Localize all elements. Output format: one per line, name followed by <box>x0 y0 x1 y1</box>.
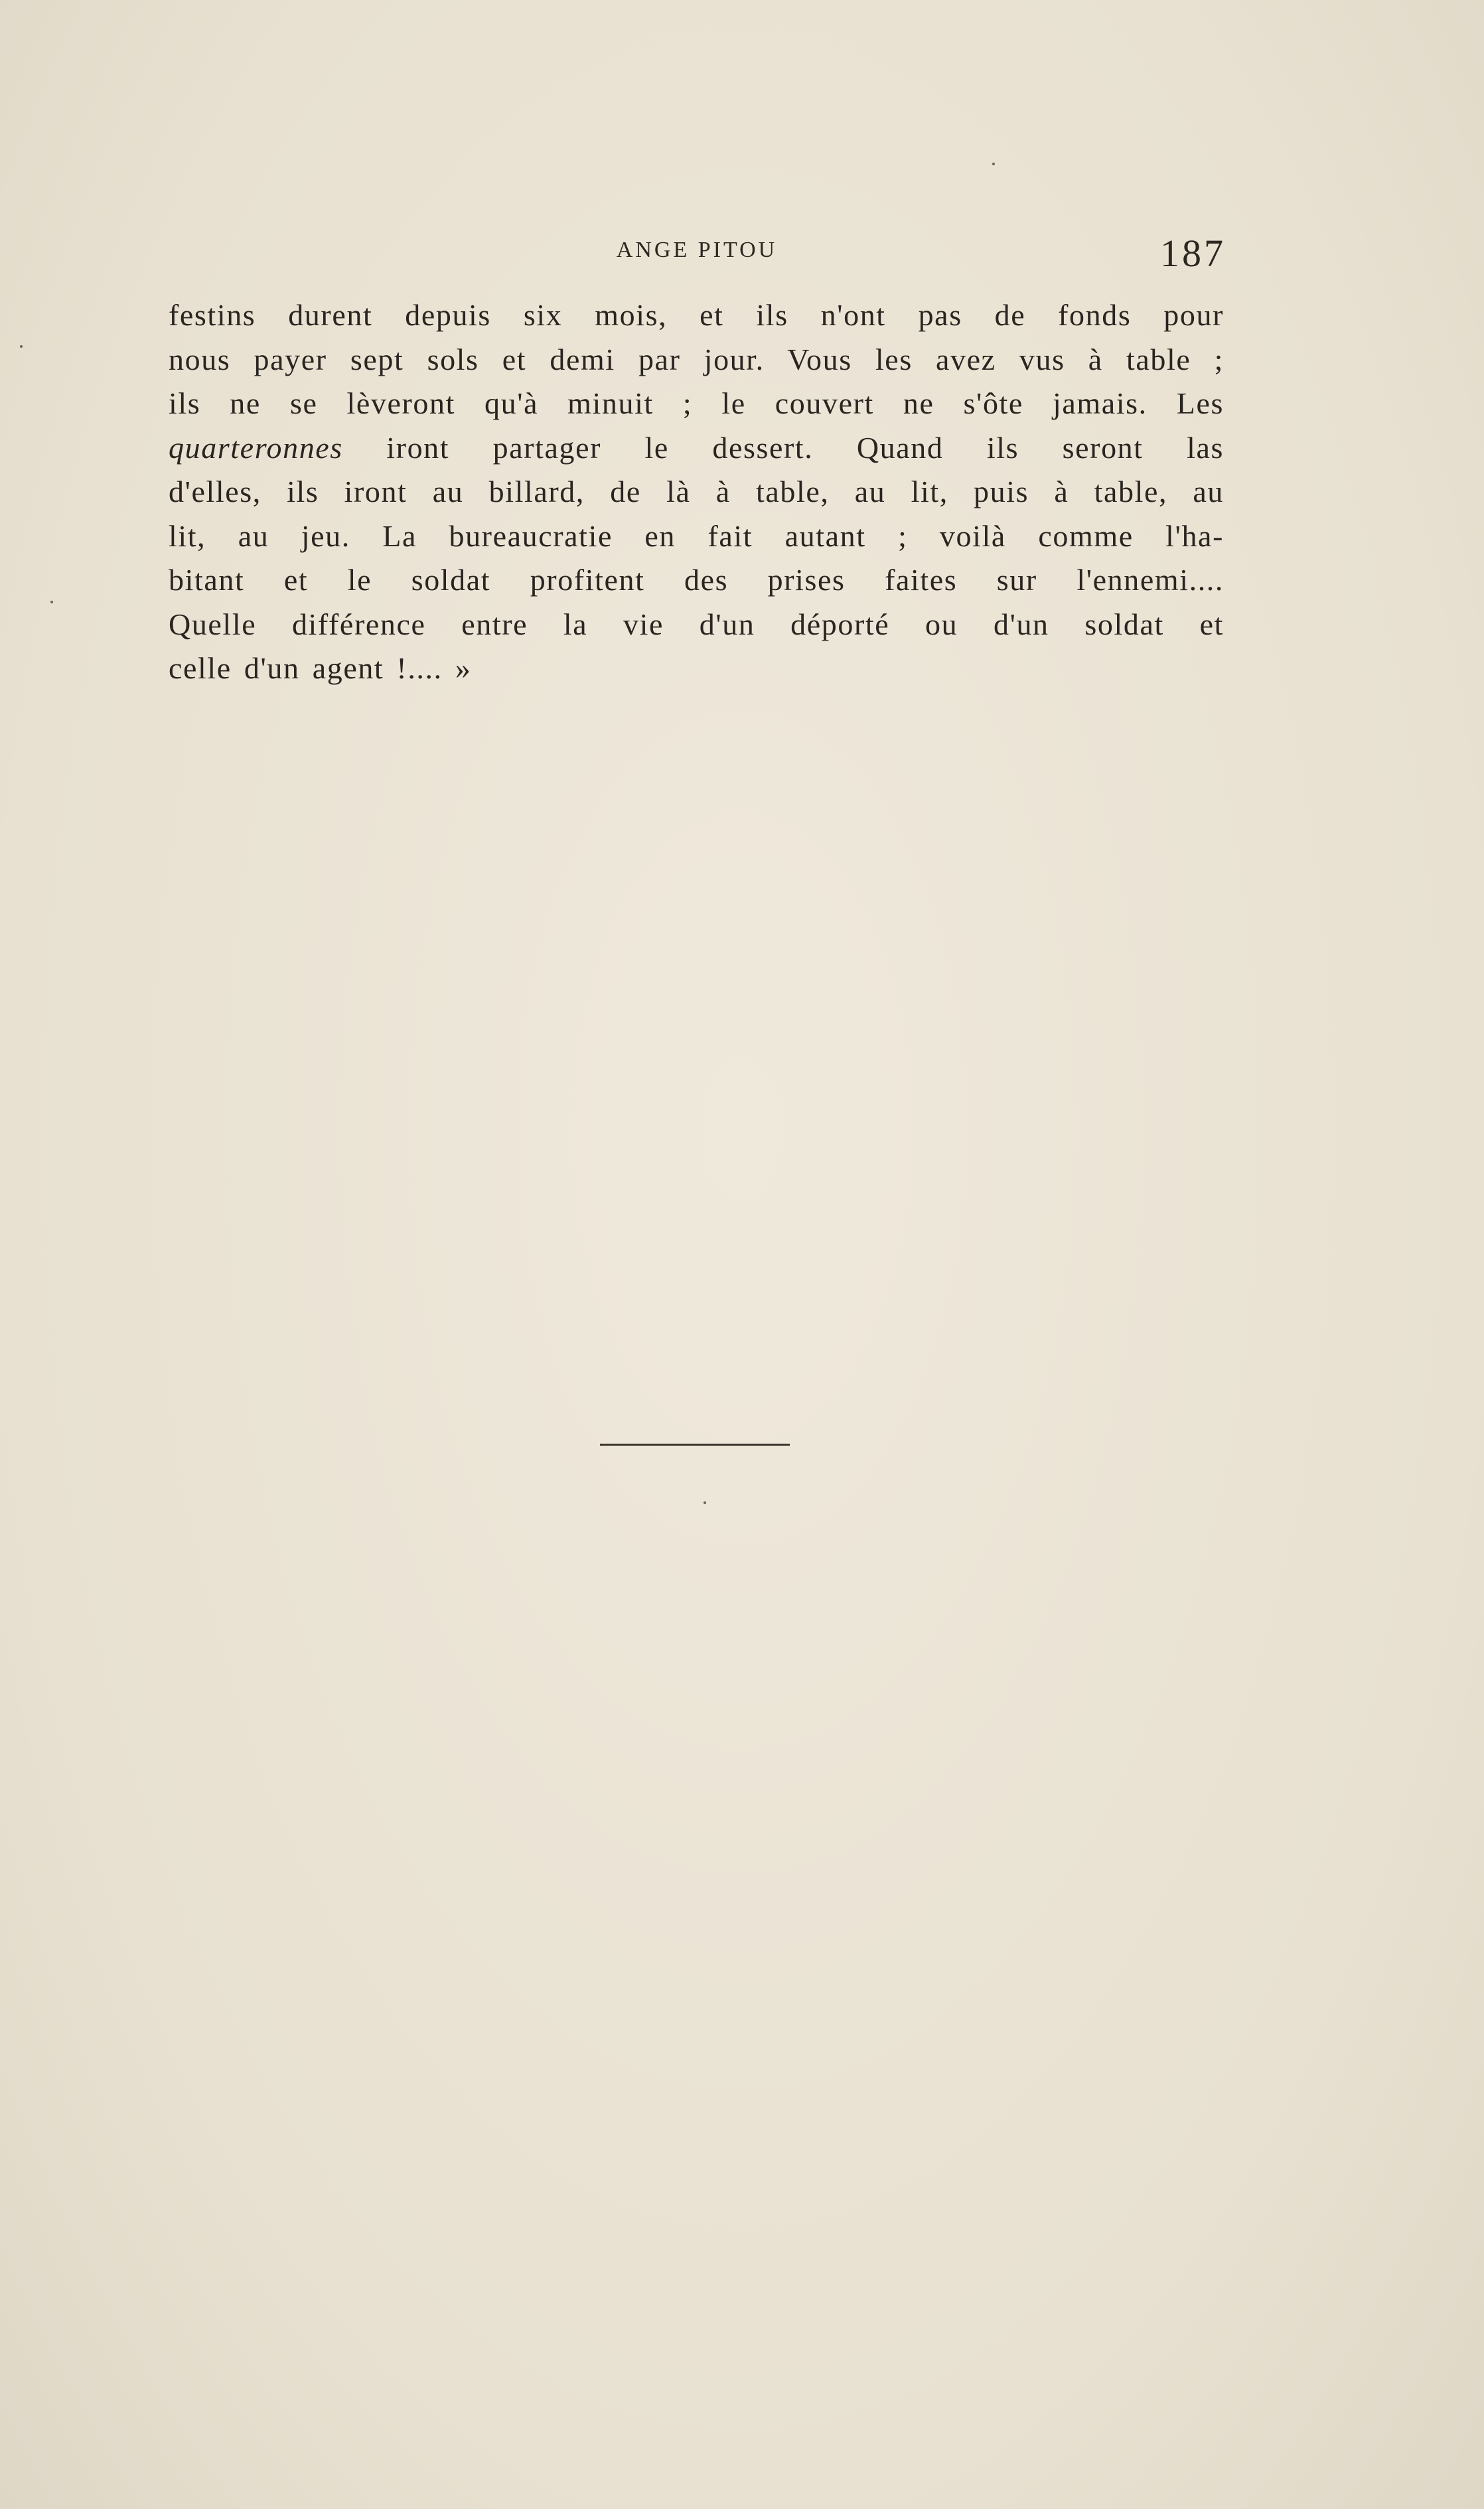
body-paragraph <box>169 293 1224 691</box>
text-line-6: lit, au jeu. La bureaucratie en fait autant ; voilà comme l'ha- <box>169 518 1224 553</box>
text-line-2: nous payer sept sols et demi par jour. Vous les avez vus à table ; <box>169 342 1224 376</box>
paper-speck <box>704 1501 706 1504</box>
paper-speck <box>50 601 53 603</box>
end-rule <box>600 1444 790 1446</box>
page-number: 187 <box>1160 232 1226 275</box>
text-line-1: festins durent depuis six mois, et ils n'ont pas de fonds pour <box>169 298 1224 332</box>
text-line-8: Quelle différence entre la vie d'un déporté ou d'un soldat et <box>169 607 1224 641</box>
text-line-4-rest: iront partager le dessert. Quand ils seront las <box>386 430 1224 465</box>
italic-word: quarteronnes <box>169 430 343 465</box>
text-line-4 <box>169 426 1224 471</box>
text-line-3: ils ne se lèveront qu'à minuit ; le couvert ne s'ôte jamais. Les <box>169 386 1224 420</box>
paper-speck <box>20 345 23 348</box>
text-line-5: d'elles, ils iront au billard, de là à table, au lit, puis à table, au <box>169 475 1224 508</box>
text-line-7: bitant et le soldat profitent des prises faites sur l'ennemi.... <box>169 563 1224 597</box>
paper-speck <box>992 163 995 165</box>
running-head <box>0 231 1484 275</box>
running-title: ANGE PITOU <box>616 238 778 262</box>
text-line-9: celle d'un agent !.... » <box>169 651 472 685</box>
